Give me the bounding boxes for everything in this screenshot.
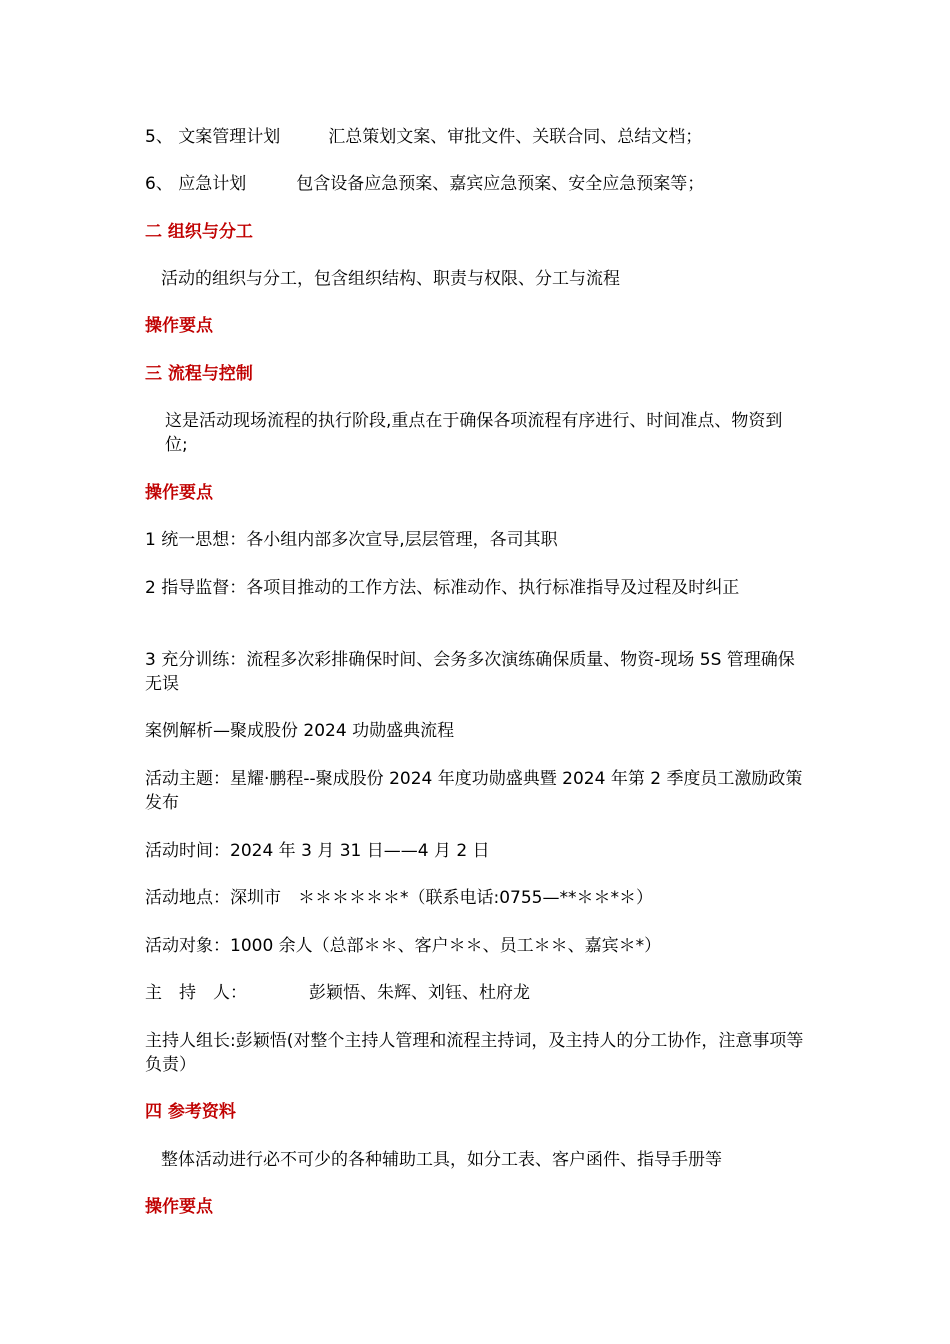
plan-item-5: [145, 125, 805, 149]
key-points-heading-2: 操作要点: [145, 483, 213, 503]
key-points-heading-1: 操作要点: [145, 316, 213, 336]
plan-item-6-title: 6、 应急计划: [145, 174, 247, 194]
plan-item-6: [145, 172, 805, 196]
key-point-2: 2 指导监督：各项目推动的工作方法、标准动作、执行标准指导及过程及时纠正: [145, 578, 740, 598]
plan-item-5-desc: 汇总策划文案、审批文件、关联合同、总结文档；: [328, 127, 703, 147]
section-3-paragraph: 这是活动现场流程的执行阶段,重点在于确保各项流程有序进行、时间准点、物资到位;: [165, 411, 783, 455]
event-audience: 活动对象：1000 余人（总部＊＊、客户＊＊、员工＊＊、嘉宾＊*）: [145, 936, 662, 956]
event-hosts: [145, 981, 805, 1005]
case-title: 案例解析—聚成股份 2024 功勋盛典流程: [145, 721, 455, 741]
key-point-3: 3 充分训练：流程多次彩排确保时间、会务多次演练确保质量、物资-现场 5S 管理确保无误: [145, 650, 795, 694]
section-heading-3: 三 流程与控制: [145, 364, 253, 384]
plan-item-6-desc: 包含设备应急预案、嘉宾应急预案、安全应急预案等；: [296, 174, 705, 194]
event-theme: 活动主题：星耀·鹏程--聚成股份 2024 年度功勋盛典暨 2024 年第 2 季度员工激励政策发布: [145, 769, 803, 813]
event-place: 活动地点：深圳市 ＊＊＊＊＊＊*（联系电话:0755—**＊＊*＊）: [145, 888, 653, 908]
plan-item-5-title: 5、 文案管理计划: [145, 127, 281, 147]
section-heading-2: 二 组织与分工: [145, 222, 253, 242]
hosts-names: 彭颖悟、朱辉、刘钰、杜府龙: [309, 983, 530, 1003]
section-2-paragraph: 活动的组织与分工，包含组织结构、职责与权限、分工与流程: [161, 269, 620, 289]
section-4-paragraph: 整体活动进行必不可少的各种辅助工具，如分工表、客户函件、指导手册等: [161, 1150, 722, 1170]
key-points-heading-3: 操作要点: [145, 1197, 213, 1217]
key-point-1: 1 统一思想：各小组内部多次宣导,层层管理，各司其职: [145, 530, 558, 550]
event-time: 活动时间：2024 年 3 月 31 日——4 月 2 日: [145, 841, 490, 861]
host-lead: 主持人组长:彭颖悟(对整个主持人管理和流程主持词，及主持人的分工协作，注意事项等负责）: [145, 1031, 804, 1075]
section-heading-4: 四 参考资料: [145, 1102, 236, 1122]
hosts-label: 主 持 人：: [145, 983, 247, 1003]
